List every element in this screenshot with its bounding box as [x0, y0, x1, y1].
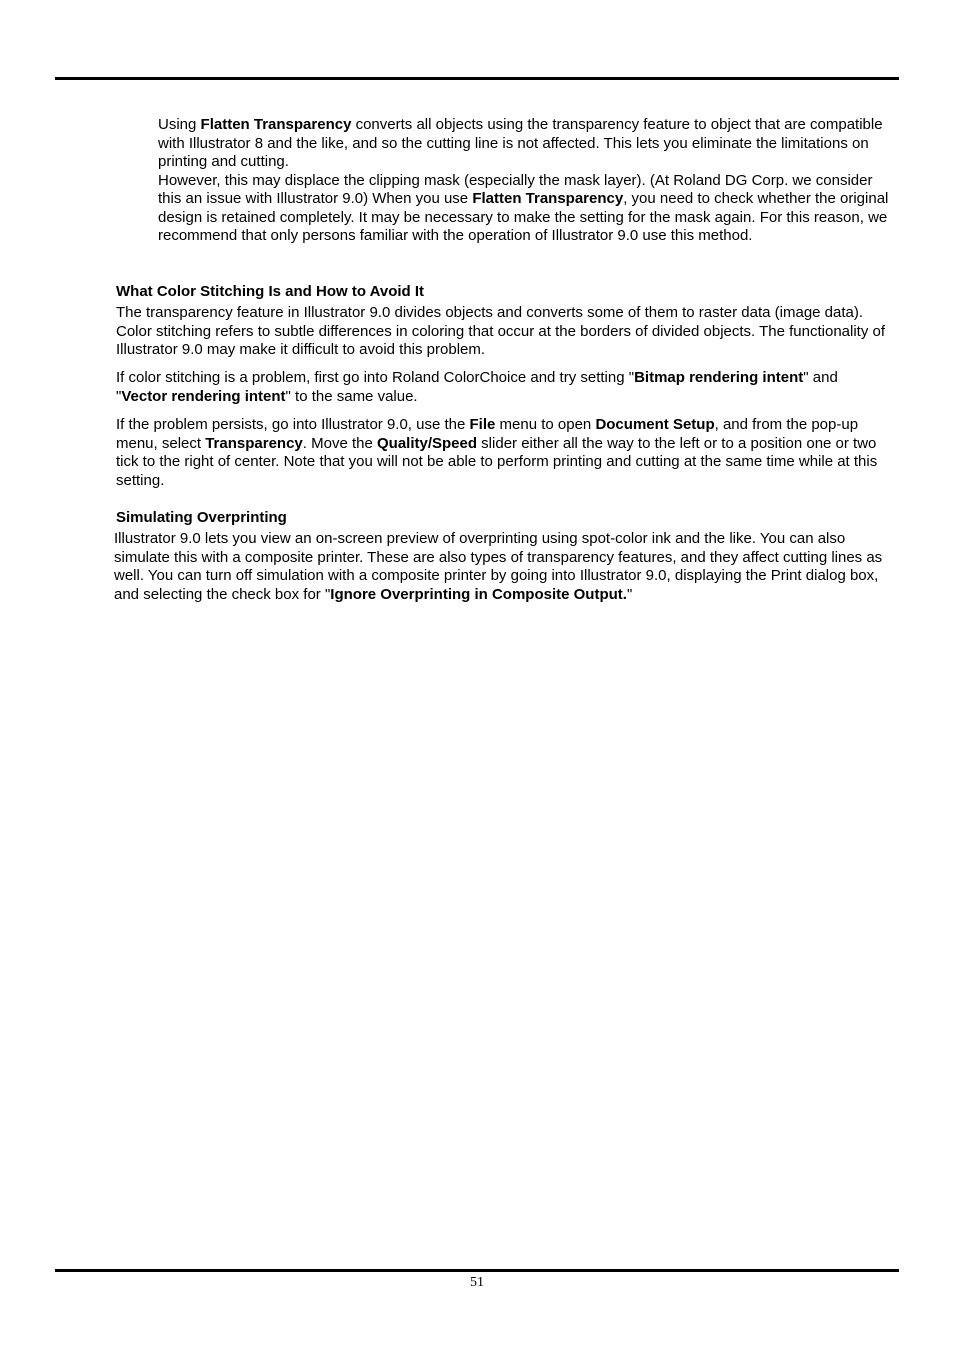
bold-term: File [469, 416, 496, 433]
color-stitching-paragraph-1: The transparency feature in Illustrator 9.0 divides objects and converts some of them to raster data (image data). Color stitching refers to subtle differences in coloring that occur at the borders of divided objects. The functionality of Illustrator 9.0 may make it difficult to avoid this problem. [116, 304, 886, 358]
bold-term: Quality/Speed [376, 434, 478, 452]
section-heading-color-stitching: What Color Stitching Is and How to Avoid It [116, 283, 425, 300]
note-paragraph-1 [158, 116, 898, 172]
text: Using [158, 116, 201, 133]
note-paragraph-2 [158, 172, 898, 246]
bold-term: Vector rendering intent [121, 387, 286, 405]
bold-term: Flatten Transparency [200, 116, 352, 133]
page-number: 51 [470, 1275, 484, 1290]
color-stitching-paragraph-2 [116, 369, 891, 406]
text: . Move the [302, 434, 377, 452]
overprinting-paragraph [114, 530, 904, 604]
text: " and " [116, 369, 838, 405]
bold-term: Document Setup [595, 416, 715, 433]
bold-term: Bitmap rendering intent [634, 369, 804, 386]
text: , and from the pop-up menu, select [116, 416, 859, 452]
flatten-transparency-note [158, 116, 898, 246]
header-rule [55, 77, 899, 80]
bold-term: Flatten Transparency [472, 190, 624, 207]
text: converts all objects using the transparency feature to object that are compatible with Illustrator 8 and the like, and so the cutting line is not affected. This lets you eliminate the limitations on printing and cutting. [158, 116, 883, 170]
text: " to the same value. [285, 387, 418, 405]
text: If color stitching is a problem, first go into Roland ColorChoice and try setting " [116, 369, 635, 386]
footer-rule [55, 1269, 899, 1272]
text: , you need to check whether the original design is retained completely. It may be necessary to make the setting for the mask again. For this reason, we recommend that only persons familiar with the operation of Illustrator 9.0 use this method. [158, 190, 889, 244]
bold-term: Transparency [205, 434, 303, 452]
text: If the problem persists, go into Illustrator 9.0, use the [116, 416, 470, 433]
section-heading-overprinting: Simulating Overprinting [116, 509, 287, 526]
color-stitching-paragraph-3 [116, 416, 896, 490]
text: " [626, 585, 633, 603]
text: slider either all the way to the left or to a position one or two tick to the right of center. Note that you will not be able to perform printing and cutting at the same time while at this setting. [116, 434, 878, 489]
text: Illustrator 9.0 lets you view an on-screen preview of overprinting using spot-color ink and the like. You can also simulate this with a composite printer. These are also types of transparency features, and they affect cutting lines as well. You can turn off simulation with a composite printer by going into Illustrator 9.0, displaying the Print dialog box, and selecting the check box for " [114, 530, 883, 603]
bold-term: Ignore Overprinting in Composite Output. [330, 585, 627, 603]
text: menu to open [495, 416, 596, 433]
text: However, this may displace the clipping mask (especially the mask layer). (At Roland DG Corp. we consider this an issue with Illustrator 9.0) When you use [158, 171, 873, 207]
